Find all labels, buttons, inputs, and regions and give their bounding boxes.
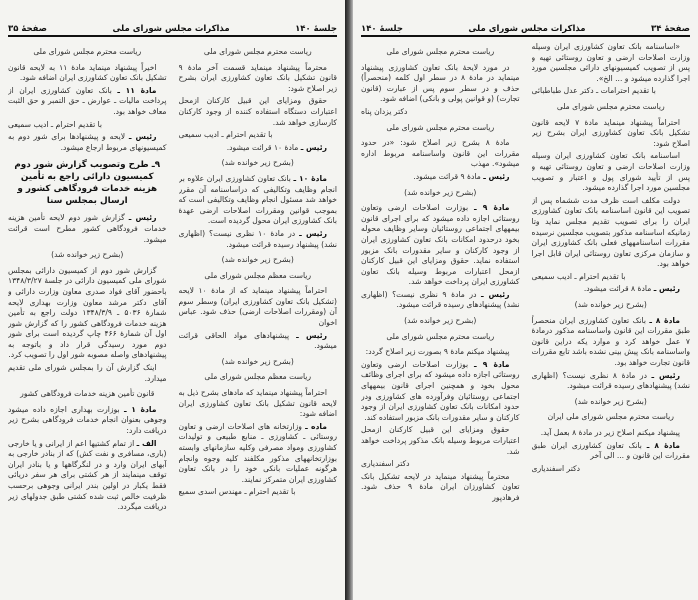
centered-line: (بشرح زیر خوانده شد) (574, 300, 647, 310)
paragraph: دولت مکلف است ظرف مدت ششماه پس از تصویب این قانون اساسنامه بانک تعاون کشاورزی ایران را برای تصویب تقدیم مجلس نماید وتا زمانیکه اساسنامه مذکور بتصویب مجلسین نرسیده مقررات اساسنامههای فعلی بانک کشاورزی ایران و سازمان مرکزی تعاون روستائی ایران قابل اجرا خواهد بود. (531, 195, 690, 269)
centered-line: (بشرح زیر خوانده شد) (221, 356, 294, 366)
book-binding-shadow (345, 0, 353, 600)
signature: با تقدیم احترام ـ ادیب سمیعی (8, 119, 103, 129)
paragraph (8, 86, 167, 118)
paragraph: اساسنامه بانک تعاون کشاورزی ایران وسیله وزارت اصلاحات ارضی و تعاون روستائی تهیه و پس از تأیید شورای پول و اعتبار و تصویب مجلسین مورد اجرا گذارده میشود. (531, 151, 690, 193)
paragraph (361, 360, 520, 424)
paragraph (361, 172, 520, 183)
page-header (361, 20, 690, 34)
page-header (8, 20, 337, 34)
paragraph: احتراماً پیشنهاد مینماید که مادهای بشرح ذیل به لایحه قانون تشکیل بانک تعاون کشاورزی ایران اضافه شود: (178, 388, 337, 419)
speaker-or-article-label: رئیس ـ (481, 289, 510, 299)
centered-line: ریاست محترم مجلس شورای ملی (386, 331, 495, 341)
column-left (8, 42, 167, 590)
centered-line: ریاست محترم مجلس شورای ملی ایران (547, 412, 674, 422)
paragraph-text: بانک تعاون کشاورزی ایران علاوه بر انجام وظایف وتکالیفی که دراساسنامه آن مقرر خواهد شد مسئول انجام وظایف وتکالیفی است که بموجب قوانین ومقررات اصلاحات ارضی عهدهٔ بانک کشاورزی ایران محول گردیده است. (178, 173, 337, 226)
text-columns (8, 42, 337, 590)
paragraph (532, 316, 691, 369)
paragraph-text: بانک تعاون کشاورزی ایران از پرداخت مالیات ـ عوارض ـ حق التمبر و حق الثبت معاف خواهد بود. (8, 85, 167, 116)
paragraph-text: بانک تعاون کشاورزی ایران منحصراً طبق مقررات این قانون واساسنامه مذکور درمادهٔ ۷ عمل خواهد کرد و موارد یکه دراین قانون واساسنامه بانک پیش بینی نشده باشد تابع مقررات قانون تجارت خواهد بود. (531, 315, 690, 368)
centered-line: قانون تأمین هزینه خدمات فرودگاهی کشور (20, 389, 155, 399)
page-number: صفحهٔ ۳۴ (651, 24, 690, 34)
speaker-or-article-label: رئیس ـ (653, 284, 680, 294)
speaker-or-article-label: رئیس ـ (128, 213, 157, 223)
paragraph: اینک گزارش آن را بمجلس شورای ملی تقدیم میدارد. (8, 363, 167, 383)
paragraph-text: در مادهٔ ۱۰ نظری نیست؟ (اظهاری نشد) پیشنهاد رسیده قرائت میشود. (178, 228, 337, 249)
signature: با تقدیم احترام ـ ادیب سمیعی (531, 271, 626, 281)
section-heading: ۹ـ طرح وتصویب گزارش شور دوم کمیسیون دارائی راجع به تأمین هزینه خدمات فرودگاهی کشور و ارسال بمجلس سنا (14, 160, 161, 207)
page-number: صفحهٔ ۳۵ (8, 24, 47, 34)
speaker-or-article-label: مادهٔ ۹ ـ (474, 203, 510, 213)
centered-line: (بشرح زیر خوانده شد) (574, 396, 647, 406)
speaker-or-article-label: رئیس ـ (651, 370, 681, 380)
paragraph: احتراماً پیشنهاد مینماید که از مادهٔ ۱۰ لایحه (تشکیل بانک تعاون کشاورزی ایران) وسطر سوم آن (ومقررات اصلاحات ارضی) حذف شود. عباس اخوان (178, 286, 337, 328)
paragraph: پیشنهاد میکنم مادهٔ ۹ بصورت زیر اصلاح گردد: (365, 347, 510, 357)
paragraph: مادهٔ ۸ بشرح زیر اصلاح شود: «در حدود مقررات این قانون واساسنامه مربوط اداره میشود». مهذب (361, 138, 520, 169)
centered-line: ریاست معظم مجلس شورای ملی (204, 372, 312, 382)
signature: دکتر اسفندیاری (361, 459, 410, 469)
paragraph-text: وزارتخانه های اصلاحات ارضی و تعاون روستائی ـ کشاورزی ـ منابع طبیعی و تولیدات کشاورزی ومواد مصرفی وکلیه سازمانهای وابسته بوزارتخانههای مذکور مکلفند کلیه وجوه وانجام هرگونه عملیات بانکی خود را در بانک تعاون کشاورزی ایران متمرکز نمایند. (178, 421, 337, 484)
paragraph-text: در مادهٔ ۸ نظری نیست؟ (اظهاری نشد) پیشنهادهای رسیده قرائت میشود. (531, 370, 690, 391)
paragraph (361, 290, 520, 311)
paragraph (179, 422, 338, 486)
paragraph (8, 405, 167, 437)
paragraph: محترماً پیشنهاد مینماید قسمت آخر مادهٔ ۹ قانون تشکیل بانک تعاون کشاورزی ایران بشرح زیر اصلاح شود: (178, 62, 337, 93)
session-number: جلسهٔ ۱۴۰ (295, 24, 337, 34)
paragraph: محترماً پیشنهاد مینماید در لایحه تشکیل بانک تعاون کشاورزان ایران مادهٔ ۹ حذف شود. فرهادپور (361, 471, 520, 502)
speaker-or-article-label: مادهٔ ۹ ـ (474, 359, 510, 369)
paragraph (532, 284, 691, 295)
paragraph-text: بوزارت بهداری اجازه داده میشود وجوهی بعنوان انجام خدمات فرودگاهی بشرح زیر دریافت دارد: (8, 404, 167, 436)
centered-line: ریاست معظم مجلس شورای ملی (204, 270, 312, 280)
signature: با تقدیم احترام ـ ادیب سمیعی (178, 130, 273, 140)
publication-title: مذاکرات مجلس شورای ملی (112, 24, 230, 34)
paragraph (532, 371, 691, 392)
paragraph: پیشنهاد میکنم اصلاح زیر در مادهٔ ۸ بعمل آید. (540, 428, 680, 437)
text-columns (361, 42, 690, 590)
paragraph (361, 203, 520, 288)
paragraph: «اساسنامه بانک تعاون کشاورزی ایران وسیله وزارت اصلاحات ارضی و تعاون روستائی تهیه و پس از تصویب کمیسیونهای دارائی مجلسین مورد اجرا گذارده میشود و ... الخ». (531, 42, 690, 83)
speaker-or-article-label: مادهٔ ۱۱ ـ (117, 85, 157, 95)
speaker-or-article-label: مادهٔ ۱ ـ (124, 404, 157, 414)
paragraph-text: پیشنهادهای مواد الحاقی قرائت میشود. (178, 330, 337, 351)
paragraph-text: بوزارت اصلاحات ارضی وتعاون روستائی اجازه داده میشود که برای اجرای قانون بیمههای اجتماعی روستائیان وسایر وظایف محوله بخود درحدود امکانات بانک تعاون کشاورزی ایران از وجود کارکنان و سایر مقدورات بانک مزبور استفاده نماید. حقوق ومزایای این قبیل کارکنان ازمحل اعتبارات مربوط وسیله بانک تعاون کشاورزی ایران پرداخت خواهد شد. (361, 203, 520, 287)
paragraph-text: لایحه و پیشنهادها برای شور دوم به کمیسیونهای مربوط ارجاع میشود. (8, 132, 167, 152)
paragraph (179, 229, 338, 250)
centered-line: ریاست محترم مجلس شورای ملی (203, 47, 312, 56)
paragraph-text: گزارش شور دوم لایحه تأمین هزینه خدمات فرودگاهی کشور مطرح است قرائت میشود. (8, 213, 167, 244)
paragraph: اخیراً پیشنهاد مینماید مادهٔ ۱۱ به لایحه قانون تشکیل بانک تعاون کشاورزی ایران اضافه شود. (8, 62, 167, 83)
signature: دکتر اسفندیاری (531, 463, 581, 473)
centered-line: ریاست محترم مجلس شورای ملی (386, 47, 495, 56)
column-right (532, 42, 691, 590)
paragraph-text: از تمام کشتیها اعم از ایرانی و یا خارجی (باری، مسافری و نفت کش) که از بنادر خارجی به آبهای ایران وارد و در لنگرگاهها و یا بنادر ایران توقف مینمایند از هر کشتی برای هر سفر دریائی فقط یکبار در اولین بندر ایرانی وجوهی برحسب ظرفیت خالص ثبت شده کشتی طبق جدولهای زیر دریافت میگردد. (8, 438, 167, 512)
paragraph (179, 331, 338, 352)
centered-line: ریاست محترم مجلس شورای ملی (33, 47, 142, 56)
header-rule (8, 35, 337, 37)
signature: با تقدیم احترام ـ مهندس اسدی سمیع (178, 487, 296, 497)
centered-line: ریاست محترم مجلس شورای ملی (556, 101, 665, 111)
paragraph: احتراماً پیشنهاد مینماید مادهٔ ۷ لایحه قانون تشکیل بانک تعاون کشاورزی ایران بشرح زیر اصلاح شود: (531, 117, 690, 148)
centered-line: ریاست محترم مجلس شورای ملی (386, 122, 495, 132)
paragraph (8, 213, 167, 245)
paragraph-text: مادهٔ ۸ قرائت میشود. (583, 284, 652, 294)
speaker-or-article-label: مادهٔ ۸ ـ (649, 315, 680, 325)
paragraph: حقوق ومزایای این قبیل کارکنان ازمحل اعتبارات مربوط وسیله بانک مذکور پرداخت خواهد شد. (361, 425, 520, 456)
left-page (0, 0, 345, 600)
paragraph: گزارش شور دوم از کمیسیون دارائی بمجلس شورای ملی کمیسیون دارائی در جلسهٔ ۱۳۴۸/۳/۲۷ باحضور آقای فواد صدری معاون وزارت دارائی و آقای دکتر مرشد معاون وزارت بهداری لایحه شمارهٔ ۵۰۳۶ ـ ۱۳۴۸/۳/۹ دولت راجع به تأمین هزینه خدمات فرودگاهی کشور را که گزارش شور اول آن شمارهٔ ۴۶۶ چاپ گردیده است برای شور دوم مورد رسیدگی قرار داد و باتوجه به پیشنهادهای واصله مصوبه شور اول را تصویب کرد. (8, 265, 167, 360)
speaker-or-article-label: رئیس ـ (296, 330, 328, 340)
paragraph-text: در مادهٔ ۹ نظری نیست؟ (اظهاری نشد) پیشنهادهای رسیده قرائت میشود. (361, 289, 520, 310)
paragraph (179, 174, 338, 227)
paragraph (179, 143, 338, 154)
right-page (353, 0, 698, 600)
speaker-or-article-label: رئیس ـ (128, 132, 157, 142)
paragraph: حقوق ومزایای این قبیل کارکنان ازمحل اعتبارات دستگاه استفاده کننده از وجود کارکنان کارسازی خواهد شد. (178, 96, 337, 127)
column-left (361, 42, 520, 590)
publication-title: مذاکرات مجلس شورای ملی (468, 24, 586, 34)
paragraph: در مورد لایحهٔ بانک تعاون کشاورزی پیشنهاد مینماید در مادهٔ ۸ در سطر اول کلمه (منحصراً) حذف و در سطر سوم پس از عبارت (قانون تجارت) (و قوانین پولی و بانکی) اضافه شود. (361, 62, 520, 104)
centered-line: (بشرح زیر خوانده شد) (221, 255, 294, 265)
paragraph-text: مادهٔ ۹ قرائت میشود. (413, 171, 481, 181)
centered-line: (بشرح زیر خوانده شد) (221, 158, 294, 168)
paragraph-text: بوزارت اصلاحات ارضی وتعاون روستائی اجازه داده میشود که برای اجرای وظائف محول بخود و همچنین اجرای قانون بیمههای اجتماعی روستائیان وفرآورده های کشاورزی ودر حدود امکانات بانک تعاون کشاورزی ایران از وجود کارکنان و سایر مقدورات بانک مزبور استفاده کند. (361, 359, 520, 422)
paragraph-text: بانک تعاون کشاورزی ایران طبق مقررات این قانون و ... الی آخر (531, 440, 690, 461)
paragraph (8, 132, 167, 153)
speaker-or-article-label: رئیس ـ (300, 142, 327, 152)
speaker-or-article-label: مادهٔ ۱۰ ـ (293, 173, 328, 183)
column-right (179, 42, 338, 590)
speaker-or-article-label: ماده ـ (305, 421, 327, 431)
signature: دکتر یزدان پناه (361, 106, 408, 116)
paragraph (532, 441, 691, 462)
centered-line: (بشرح زیر خوانده شد) (404, 316, 477, 326)
speaker-or-article-label: رئیس ـ (483, 171, 510, 181)
centered-line: (بشرح زیر خوانده شد) (51, 250, 124, 260)
speaker-or-article-label: رئیس ـ (299, 228, 327, 238)
paragraph (8, 439, 167, 513)
speaker-or-article-label: الف ـ (136, 438, 157, 448)
session-number: جلسهٔ ۱۴۰ (361, 24, 403, 34)
header-rule (361, 35, 690, 37)
signature: با تقدیم احترامات ـ دکتر عدل طباطبائی (531, 86, 656, 96)
centered-line: (بشرح زیر خوانده شد) (404, 187, 477, 197)
speaker-or-article-label: مادهٔ ۸ ـ (646, 440, 681, 450)
paragraph-text: مادهٔ ۱۰ قرائت میشود. (226, 142, 299, 152)
